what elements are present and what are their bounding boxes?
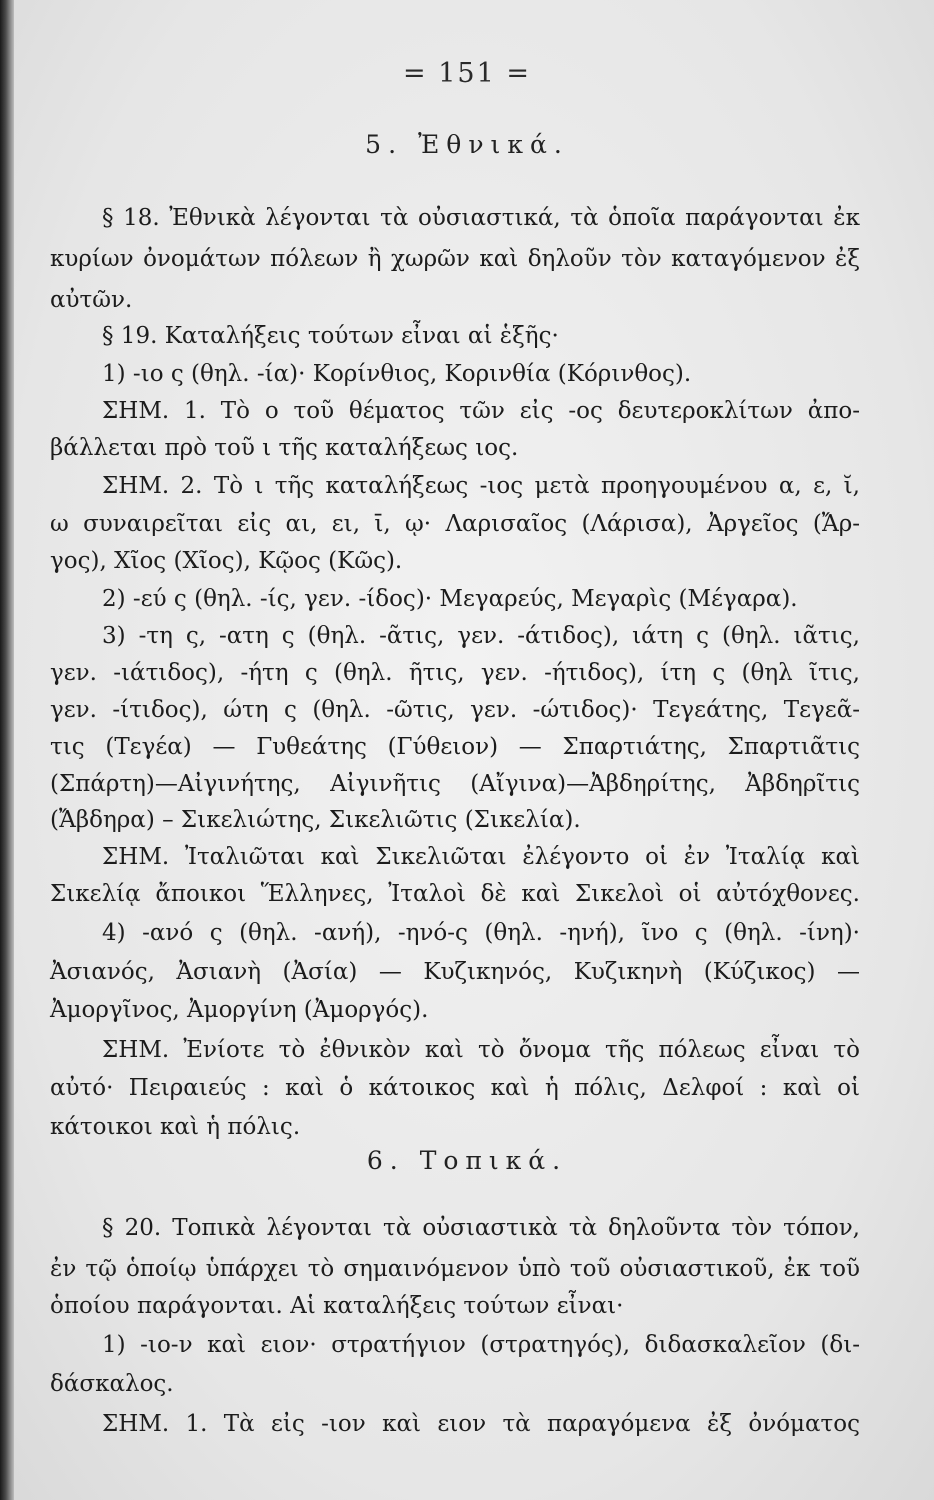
text-line: ἐν τῷ ὁποίῳ ὑπάρχει τὸ σημαινόμενον ὑπὸ τοῦ οὐσιαστικοῦ, ἐκ τοῦ (50, 1256, 860, 1282)
text-line: γος), Χῖος (Χῖος), Κῷος (Κῶς). (50, 548, 403, 574)
text-line: γεν. -ιάτιδος), -ήτη ς (θηλ. ῆτις, γεν. -ήτιδος), ίτη ς (θηλ ῖτις, (50, 660, 860, 686)
text-line: 2) -εύ ς (θηλ. -ίς, γεν. -ίδος)· Μεγαρεύς, Μεγαρὶς (Μέγαρα). (102, 586, 798, 612)
text-line: γεν. -ίτιδος), ώτη ς (θηλ. -ῶτις, γεν. -ώτιδος)· Τεγεάτης, Τεγεᾶ- (50, 697, 860, 723)
text-line: Ἀμοργῖνος, Ἀμοργίνη (Ἀμοργός). (50, 997, 429, 1023)
text-line: Σικελίᾳ ἄποικοι Ἕλληνες, Ἰταλοὶ δὲ καὶ Σικελοὶ οἱ αὐτόχθονες. (50, 881, 860, 907)
text-line: 1) -ιο-ν καὶ ειον· στρατήγιον (στρατηγός), διδασκαλεῖον (δι- (102, 1332, 860, 1358)
text-line: ΣΗΜ. Ἰταλιῶται καὶ Σικελιῶται ἐλέγοντο οἱ ἐν Ἰταλίᾳ καὶ (102, 844, 860, 870)
text-line: αὐτό· Πειραιεύς : καὶ ὁ κάτοικος καὶ ἡ πόλις, Δελφοί : καὶ οἱ (50, 1075, 860, 1101)
section-heading-ethnika: 5. Ἐθνικά. (365, 130, 569, 159)
text-line: 3) -τη ς, -ατη ς (θηλ. -ᾶτις, γεν. -άτιδος), ιάτη ς (θηλ. ιᾶτις, (102, 623, 860, 649)
page-number: = 151 = (403, 58, 531, 89)
text-line: ὁποίου παράγονται. Αἱ καταλήξεις τούτων εἶναι· (50, 1293, 624, 1319)
text-line: § 19. Καταλήξεις τούτων εἶναι αἱ ἑξῆς· (102, 323, 559, 349)
text-line: κάτοικοι καὶ ἡ πόλις. (50, 1114, 301, 1140)
section-heading-topika: 6. Τοπικά. (366, 1146, 568, 1175)
text-line: (Σπάρτη)—Αἰγινήτης, Αἰγινῆτις (Αἴγινα)—Ἀβδηρίτης, Ἀβδηρῖτις (50, 771, 860, 797)
text-line: § 20. Τοπικὰ λέγονται τὰ οὐσιαστικὰ τὰ δηλοῦντα τὸν τόπον, (102, 1215, 860, 1241)
text-line: 1) -ιο ς (θηλ. -ία)· Κορίνθιος, Κορινθία (Κόρινθος). (102, 361, 692, 387)
text-line: 4) -ανό ς (θηλ. -ανή), -ηνό-ς (θηλ. -ηνή), ῖνο ς (θηλ. -ίνη)· (102, 920, 860, 946)
text-line: § 18. Ἐθνικὰ λέγονται τὰ οὐσιαστικά, τὰ ὁποῖα παράγονται ἐκ (102, 205, 860, 231)
text-line: αὐτῶν. (50, 287, 133, 313)
text-line: τις (Τεγέα) — Γυθεάτης (Γύθειον) — Σπαρτιάτης, Σπαρτιᾶτις (50, 734, 860, 760)
text-line: βάλλεται πρὸ τοῦ ι τῆς καταλήξεως ιος. (50, 435, 519, 461)
text-line: δάσκαλος. (50, 1371, 174, 1397)
book-gutter-shadow (0, 0, 14, 1500)
text-line: (Ἄβδηρα) – Σικελιώτης, Σικελιῶτις (Σικελία). (50, 807, 581, 833)
text-line: Ἀσιανός, Ἀσιανὴ (Ἀσία) — Κυζικηνός, Κυζικηνὴ (Κύζικος) — (50, 959, 860, 985)
text-line: ΣΗΜ. 1. Τὸ ο τοῦ θέματος τῶν εἰς -ος δευτεροκλίτων ἀπο- (102, 398, 860, 424)
text-line: ΣΗΜ. 1. Τὰ εἰς -ιον καὶ ειον τὰ παραγόμενα ἐξ ὀνόματος (102, 1411, 860, 1437)
text-line: ΣΗΜ. Ἐνίοτε τὸ ἐθνικὸν καὶ τὸ ὄνομα τῆς πόλεως εἶναι τὸ (102, 1037, 860, 1063)
text-line: ΣΗΜ. 2. Τὸ ι τῆς καταλήξεως -ιος μετὰ προηγουμένου α, ε, ῐ, (102, 473, 860, 499)
text-line: κυρίων ὀνομάτων πόλεων ἢ χωρῶν καὶ δηλοῦν τὸν καταγόμενον ἐξ (50, 246, 860, 272)
text-line: ω συναιρεῖται εἰς αι, ει, ῑ, ῳ· Λαρισαῖος (Λάρισα), Ἀργεῖος (Ἄρ- (50, 511, 860, 537)
